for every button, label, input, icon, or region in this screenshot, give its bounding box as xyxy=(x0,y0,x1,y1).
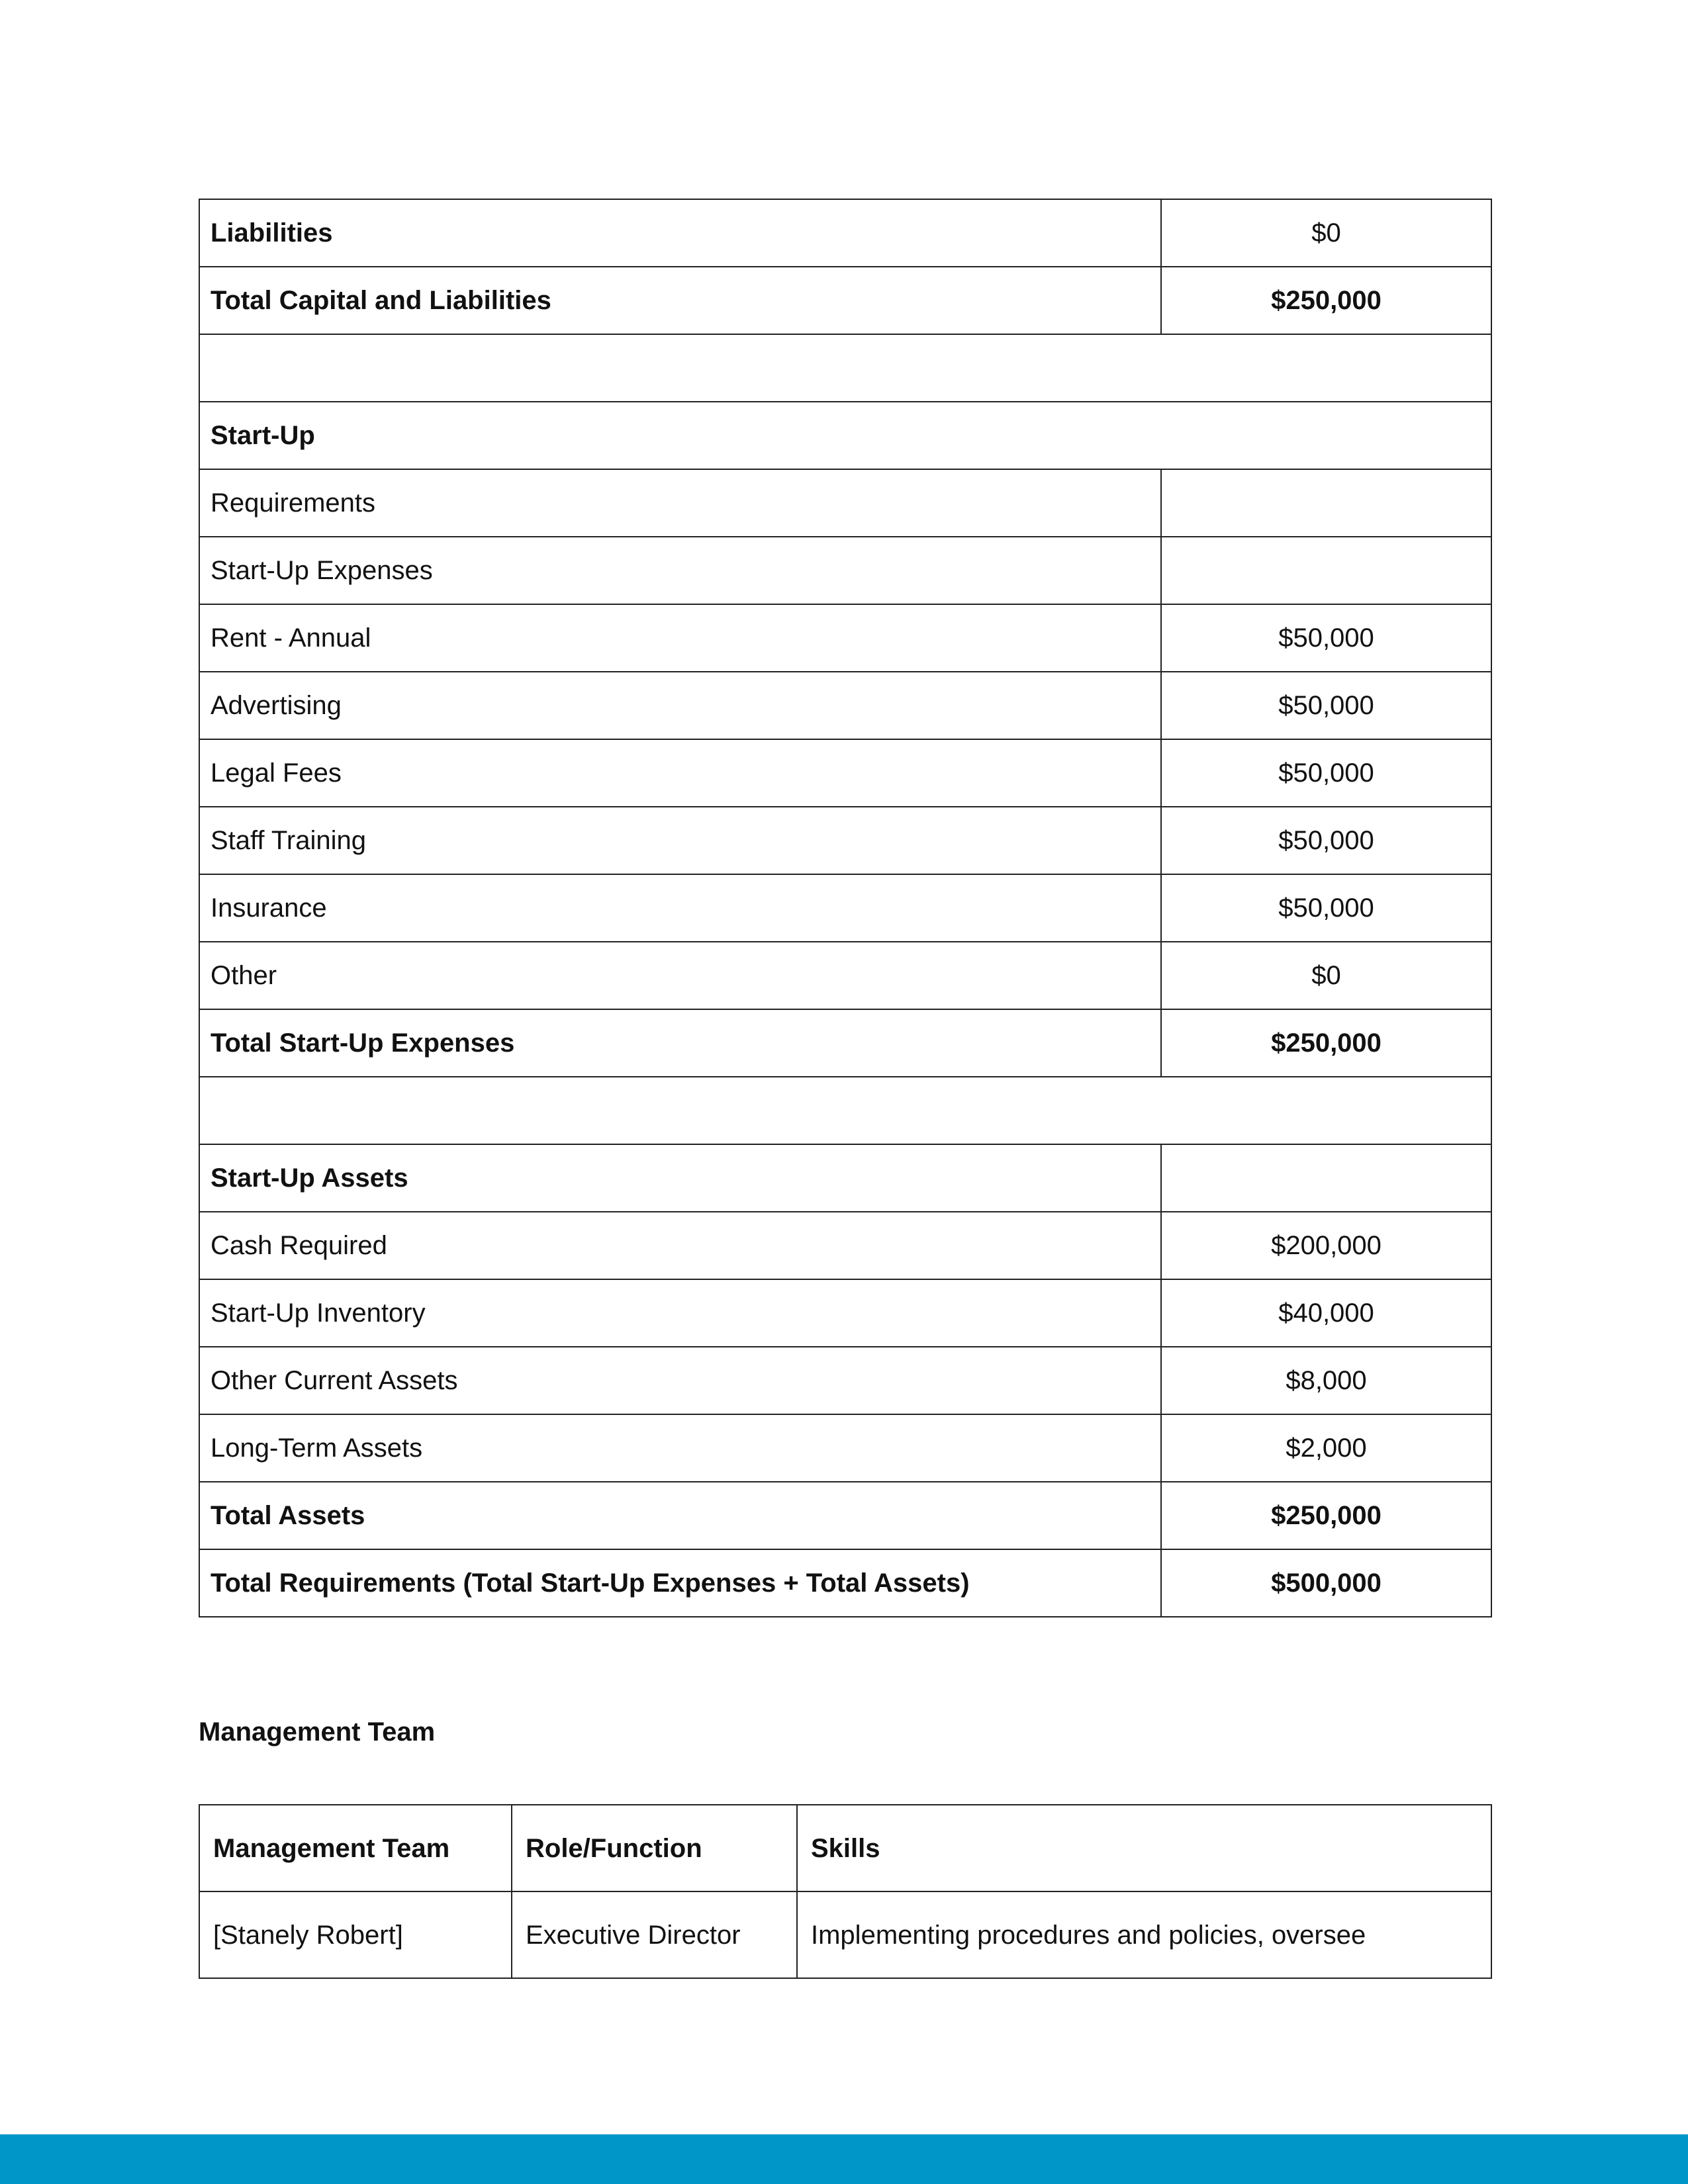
column-header: Management Team xyxy=(199,1805,512,1891)
management-team-heading: Management Team xyxy=(199,1717,436,1747)
row-label: Requirements xyxy=(199,469,1161,537)
row-value: $50,000 xyxy=(1161,672,1491,739)
row-label: Other xyxy=(199,942,1161,1009)
table-header-row xyxy=(199,1805,1491,1891)
table-row xyxy=(199,874,1491,942)
table-row xyxy=(199,469,1491,537)
row-label: Cash Required xyxy=(199,1212,1161,1279)
row-label: Start-Up Expenses xyxy=(199,537,1161,604)
row-label: Rent - Annual xyxy=(199,604,1161,672)
row-value: $8,000 xyxy=(1161,1347,1491,1414)
table-row xyxy=(199,267,1491,334)
table-row xyxy=(199,1347,1491,1414)
row-label: Advertising xyxy=(199,672,1161,739)
row-label: Other Current Assets xyxy=(199,1347,1161,1414)
row-label: Long-Term Assets xyxy=(199,1414,1161,1482)
spacer-cell xyxy=(199,334,1491,402)
row-label: Legal Fees xyxy=(199,739,1161,807)
row-label: Staff Training xyxy=(199,807,1161,874)
management-table-body xyxy=(199,1805,1491,1978)
table-row xyxy=(199,1212,1491,1279)
table-row xyxy=(199,537,1491,604)
spacer-cell xyxy=(199,1077,1491,1144)
table-row xyxy=(199,199,1491,267)
table-row-total xyxy=(199,1009,1491,1077)
row-value: $50,000 xyxy=(1161,604,1491,672)
table-row xyxy=(199,604,1491,672)
row-label: Total Assets xyxy=(199,1482,1161,1549)
member-skills-cell: Implementing procedures and policies, oversee xyxy=(797,1891,1491,1978)
row-value: $250,000 xyxy=(1161,1009,1491,1077)
row-value: $2,000 xyxy=(1161,1414,1491,1482)
table-row-section xyxy=(199,1144,1491,1212)
row-label: Start-Up Inventory xyxy=(199,1279,1161,1347)
table-row-total xyxy=(199,1482,1491,1549)
row-value: $0 xyxy=(1161,199,1491,267)
table-row xyxy=(199,672,1491,739)
row-label: Total Requirements (Total Start-Up Expenses + Total Assets) xyxy=(199,1549,1161,1617)
management-table xyxy=(199,1804,1492,1979)
column-header: Role/Function xyxy=(512,1805,797,1891)
section-label: Start-Up xyxy=(199,402,1491,469)
table-row xyxy=(199,1279,1491,1347)
table-row xyxy=(199,739,1491,807)
footer-bar xyxy=(0,2134,1688,2184)
table-row-section xyxy=(199,402,1491,469)
column-header: Skills xyxy=(797,1805,1491,1891)
member-name-cell: [Stanely Robert] xyxy=(199,1891,512,1978)
row-label: Total Start-Up Expenses xyxy=(199,1009,1161,1077)
row-value: $50,000 xyxy=(1161,807,1491,874)
row-value: $200,000 xyxy=(1161,1212,1491,1279)
row-value xyxy=(1161,469,1491,537)
table-row-spacer xyxy=(199,334,1491,402)
row-value xyxy=(1161,1144,1491,1212)
row-label: Total Capital and Liabilities xyxy=(199,267,1161,334)
financial-table-body xyxy=(199,199,1491,1617)
row-value: $250,000 xyxy=(1161,267,1491,334)
row-label: Start-Up Assets xyxy=(199,1144,1161,1212)
table-row xyxy=(199,942,1491,1009)
row-label: Insurance xyxy=(199,874,1161,942)
financial-table xyxy=(199,199,1492,1617)
row-label: Liabilities xyxy=(199,199,1161,267)
row-value: $40,000 xyxy=(1161,1279,1491,1347)
row-value: $500,000 xyxy=(1161,1549,1491,1617)
member-role-cell: Executive Director xyxy=(512,1891,797,1978)
row-value xyxy=(1161,537,1491,604)
table-row xyxy=(199,1414,1491,1482)
table-row-grand-total xyxy=(199,1549,1491,1617)
table-row-spacer xyxy=(199,1077,1491,1144)
row-value: $250,000 xyxy=(1161,1482,1491,1549)
table-row xyxy=(199,1891,1491,1978)
row-value: $50,000 xyxy=(1161,739,1491,807)
row-value: $0 xyxy=(1161,942,1491,1009)
table-row xyxy=(199,807,1491,874)
row-value: $50,000 xyxy=(1161,874,1491,942)
